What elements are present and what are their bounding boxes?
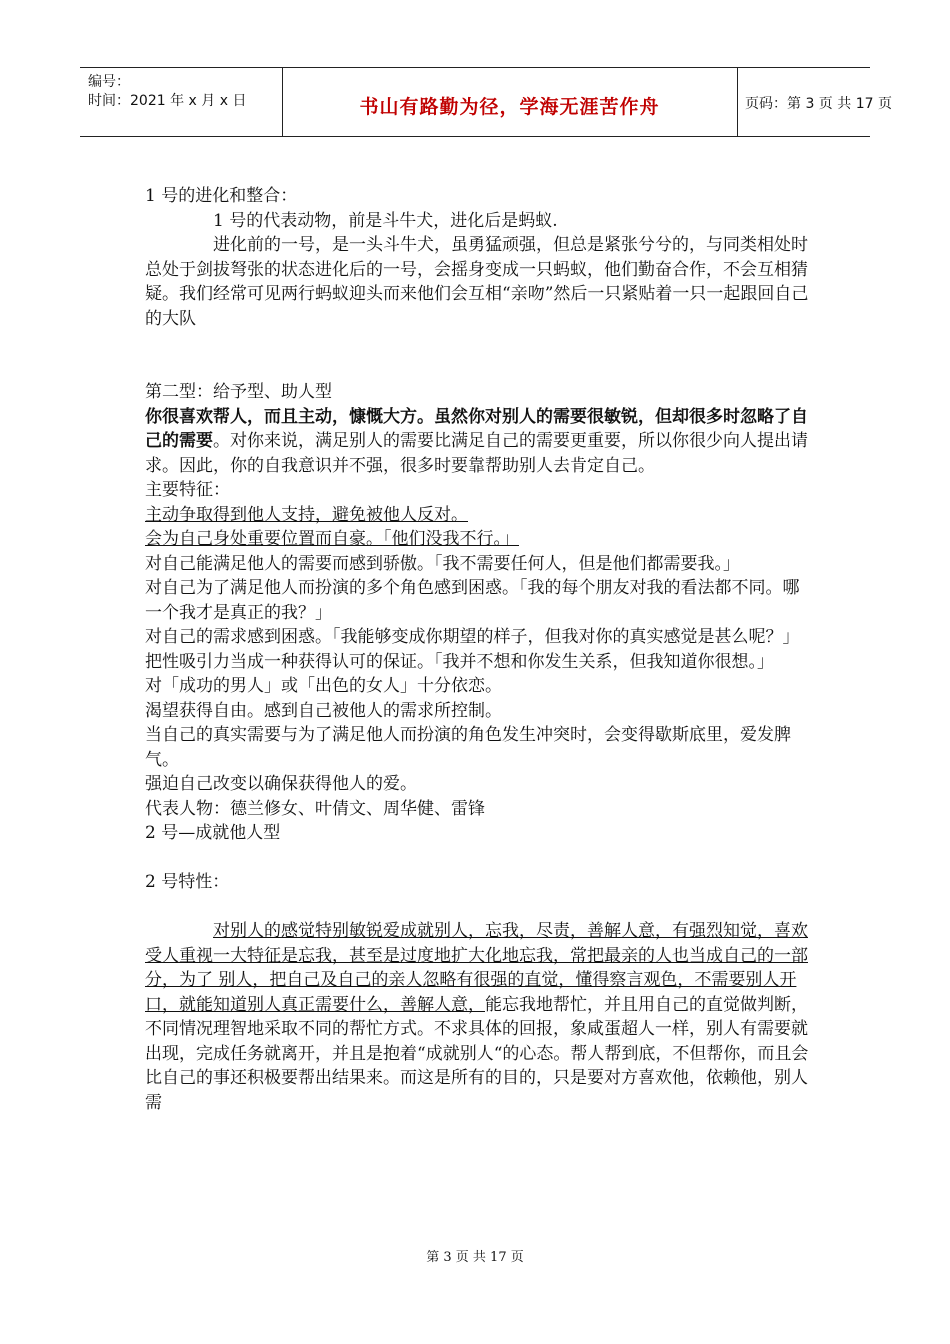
header-page-cell	[737, 68, 892, 136]
features-title: 主要特征：	[145, 480, 230, 500]
paragraph	[145, 919, 810, 1115]
spacer	[145, 895, 810, 920]
feature-item: 渴望获得自由。感到自己被他人的需求所控制。	[145, 700, 502, 721]
page-header	[80, 67, 892, 137]
page-footer: 第 3 页 共 17 页	[426, 1250, 524, 1265]
feature-item: 对自己的需求感到困惑。「我能够变成你期望的样子，但我对你的真实感觉是甚么呢？」	[145, 627, 800, 647]
feature-item: 对自己能满足他人的需要而感到骄傲。「我不需要任何人，但是他们都需要我。」	[145, 553, 740, 574]
header-page-number: 页码：第 3 页 共 17 页	[745, 96, 892, 112]
feature-item: 强迫自己改变以确保获得他人的爱。	[145, 774, 417, 794]
header-motto: 书山有路勤为径，学海无涯苦作舟	[359, 96, 660, 118]
underlined-text: 对别人的感觉特别敏锐爱成就别人，忘我，尽责，善解人意，有强烈知觉，喜欢受人重视一大特征是忘我，甚至是过度地扩大化地忘我，常把最亲的人也当成自己的一部分，为了 别人，把自己及自己的亲人忽略有很强的直觉，懂得察言观色，不需要别人开口，就能知道别人真正需要什么，善解人意，	[145, 921, 808, 1015]
document-number-label: 编号：	[88, 74, 130, 90]
spacer	[145, 331, 810, 380]
section-title-type1-evolution: 1 号的进化和整合：	[145, 186, 298, 206]
paragraph: 1 号的代表动物，前是斗牛犬，进化后是蚂蚁.	[213, 210, 558, 231]
paragraph: 进化前的一号，是一头斗牛犬，虽勇猛顽强，但总是紧张兮兮的，与同类相处时总处于剑拔弩张的状态进化后的一号，会摇身变成一只蚂蚁，他们勤奋合作，不会互相猜疑。我们经常可见两行蚂蚁迎头而来他们会互相“亲吻”然后一只紧贴着一只一起跟回自己的大队	[145, 235, 809, 329]
feature-item: 对自己为了满足他人而扮演的多个角色感到困惑。「我的每个朋友对我的看法都不同。哪一个我才是真正的我？」	[145, 578, 800, 623]
spacer	[145, 846, 810, 871]
paragraph-text: 。对你来说，满足别人的需要比满足自己的需要更重要，所以你很少向人提出请求。因此，你的自我意识并不强，很多时要靠帮助别人去肯定自己。	[145, 431, 808, 476]
section-title-type2: 第二型：给予型、助人型	[145, 382, 332, 402]
feature-item: 会为自己身处重要位置而自豪。「他们没我不行。」	[145, 529, 519, 549]
paragraph	[145, 405, 810, 479]
feature-item: 当自己的真实需要与为了满足他人而扮演的角色发生冲突时，会变得歇斯底里，爱发脾气。	[145, 725, 791, 770]
emphasis-text: 你很喜欢帮人，而且主动，慷慨大方。虽然你对别人的需要很敏锐，但却很多时忽略了自己的需要	[145, 406, 808, 451]
representatives: 代表人物：德兰修女、叶倩文、周华健、雷锋	[145, 798, 485, 819]
feature-item: 对「成功的男人」或「出色的女人」十分依恋。	[145, 676, 502, 696]
document-date-label: 时间：2021 年 x 月 x 日	[88, 93, 247, 109]
traits-title: 2 号特性：	[145, 872, 230, 892]
feature-item: 把性吸引力当成一种获得认可的保证。「我并不想和你发生关系，但我知道你很想。」	[145, 651, 774, 672]
type2-name: 2 号—成就他人型	[145, 823, 281, 843]
header-motto-cell	[282, 68, 738, 136]
header-meta	[80, 68, 283, 136]
paragraph-text: 能忘我地帮忙，并且用自己的直觉做判断，不同情况理智地采取不同的帮忙方式。不求具体的回报，象咸蛋超人一样，别人有需要就出现，完成任务就离开，并且是抱着“成就别人“的心态。帮人帮到底，不但帮你，而且会比自己的事还积极要帮出结果来。而这是所有的目的，只是要对方喜欢他，依赖他，别人需	[145, 994, 809, 1113]
feature-item: 主动争取得到他人支持，避免被他人反对。	[145, 504, 468, 525]
document-body	[145, 184, 810, 1115]
